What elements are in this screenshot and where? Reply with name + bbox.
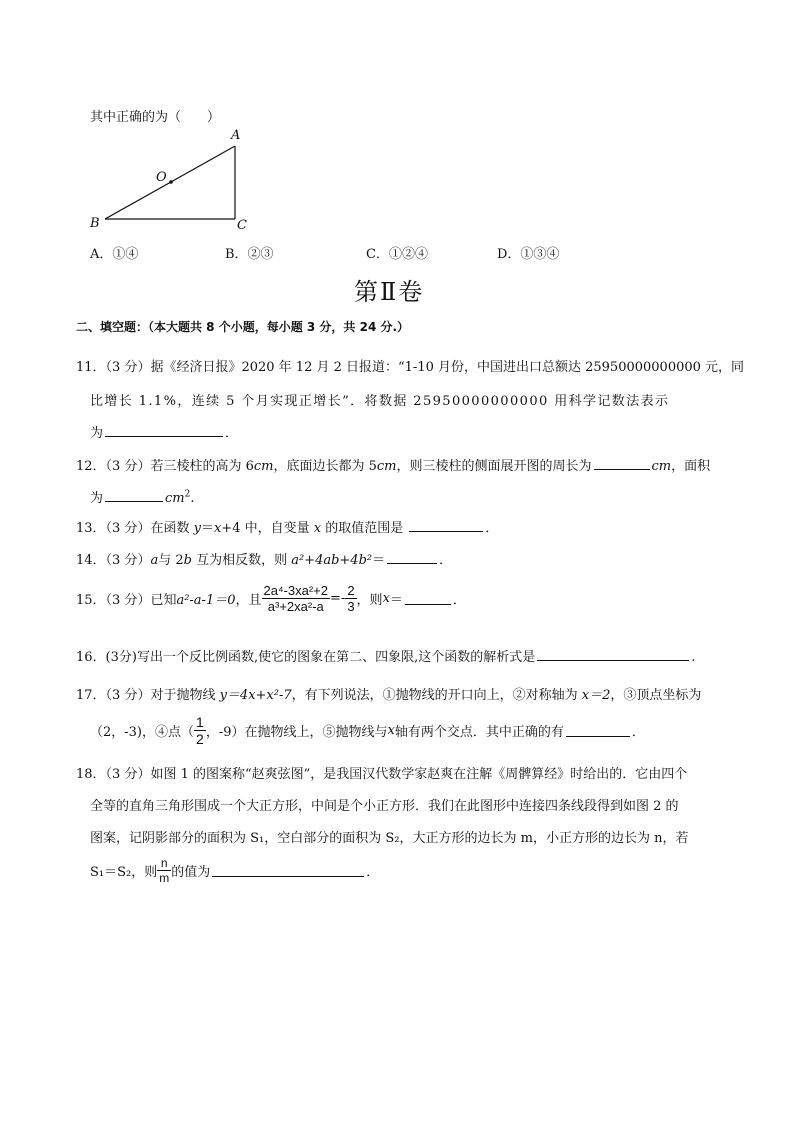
option-d[interactable]: D．①③④ (497, 247, 560, 262)
q14-eq: ＝ (372, 553, 386, 568)
section-title: 第Ⅱ卷 (354, 278, 425, 306)
q17-equation: y＝4x+x²-7 (219, 688, 292, 703)
q18-answer-blank[interactable] (212, 864, 364, 877)
q16 (76, 646, 695, 665)
q18-line4 (90, 856, 379, 885)
q13-plus4: +4 中，自变量 (221, 521, 314, 536)
q13-y: y (193, 521, 201, 536)
q13-x1: x (213, 521, 222, 536)
label-b: B (90, 216, 100, 231)
label-a: A (231, 128, 241, 143)
q12-area-blank[interactable] (105, 489, 163, 502)
q14-b: 与 2 (158, 553, 184, 568)
q13-a: 13．（3 分）在函数 (76, 521, 194, 536)
triangle-figure (85, 125, 255, 235)
q12-end: . (190, 491, 195, 506)
q17-fraction (194, 714, 206, 747)
q11-pre: 为 (90, 426, 104, 441)
q18-fraction (157, 856, 171, 885)
q12-unit-4: cm (165, 491, 185, 506)
q14-c: 互为相反数，则 (191, 553, 292, 568)
q17-d: ，③顶点坐标为 (610, 688, 702, 703)
q17-line2-c: 轴有两个交点．其中正确的有 (394, 725, 564, 740)
q11-end: ． (225, 426, 239, 441)
point-o (169, 180, 173, 184)
q12-perimeter-blank[interactable] (594, 457, 650, 470)
q17-fraction-num: 1 (196, 714, 204, 730)
q15-denominator: a³+2xa²-a (267, 599, 324, 614)
q14 (76, 549, 452, 568)
q18-line3: 图案，记阴影部分的面积为 S₁，空白部分的面积为 S₂，大正方形的边长为 m，小正方形的边长为 n，若 (90, 831, 689, 846)
q17-axis: x＝2 (581, 688, 611, 703)
q11-answer-blank[interactable] (105, 424, 223, 437)
q17-line2 (90, 714, 645, 747)
q18-line4-a: S₁＝S₂，则 (90, 865, 158, 880)
question-intro: 其中正确的为（ ） (90, 110, 221, 125)
q15-condition: a²-a-1＝0 (176, 593, 236, 608)
q13-b: 的取值范围是 (321, 521, 408, 536)
q18-fraction-den: m (159, 871, 170, 885)
q14-answer-blank[interactable] (387, 551, 437, 564)
q12-pre: 为 (90, 491, 104, 506)
q15-b: ，且 (235, 593, 262, 608)
q18-fraction-num: n (157, 856, 171, 871)
q13-eq: ＝ (200, 521, 214, 536)
q11-line3 (90, 422, 238, 441)
q17-line2-b: ，-9）在抛物线上，⑤抛物线与 (205, 725, 388, 740)
q11-line2: 比增长 1.1%，连续 5 个月实现正增长”．将数据 25950000000000 用科学记数法表示 (90, 394, 670, 409)
q12-unit-3: cm (651, 459, 672, 474)
q15-answer-blank[interactable] (405, 592, 451, 605)
q15-x: x (382, 591, 390, 606)
q11-line1: 11．（3 分）据《经济日报》2020 年 12 月 2 日报道：“1-10 月份，中国进出口总额达 25950000000000 元，同 (76, 360, 745, 375)
q12-unit-2: cm (376, 459, 397, 474)
q17-line2-a: （2，-3)，④点（ (90, 725, 195, 740)
q17-b: ，有下列说法，①抛物线的开口向上，②对称轴为 (291, 688, 582, 703)
q12-line2: 为 $cm^2$. (90, 489, 195, 506)
q12-d: ，面积 (671, 459, 711, 474)
q14-end: ． (439, 553, 453, 568)
q14-var-a: a (150, 553, 159, 568)
q15-eq: =- (330, 591, 346, 606)
section-heading: 二、填空题：（本大题共 8 个小题，每小题 3 分，共 24 分.） (76, 320, 410, 334)
q18-end: ． (366, 865, 380, 880)
q12-line1 (76, 455, 710, 474)
q16-answer-blank[interactable] (537, 648, 689, 661)
q12-unit-1: cm (253, 459, 274, 474)
q17-a: 17．（3 分）对于抛物线 (76, 688, 220, 703)
q17-x: x (387, 723, 395, 738)
label-c: C (237, 218, 247, 233)
q13-answer-blank[interactable] (409, 519, 483, 532)
q12-c: ，则三棱柱的侧面展开图的周长为 (396, 459, 592, 474)
option-a[interactable]: A．①④ (90, 247, 139, 262)
q18-line4-b: 的值为 (171, 865, 211, 880)
q15-value-fraction (345, 583, 356, 614)
q14-var-b: b (183, 553, 192, 568)
q13 (76, 517, 498, 536)
q17-end: ． (631, 725, 645, 740)
q18-line1: 18．（3 分）如图 1 的图案称“赵爽弦图”，是我国汉代数学家赵爽在注解《周髀算经》时给出的．它由四个 (76, 767, 688, 782)
q16-text: 16．(3分)写出一个反比例函数,使它的图象在第二、四象限,这个函数的解析式是 (76, 650, 536, 665)
q17-answer-blank[interactable] (566, 724, 630, 737)
q13-x2: x (313, 521, 322, 536)
q12-a: 12．（3 分）若三棱柱的高为 6 (76, 459, 254, 474)
q15 (76, 583, 466, 614)
q15-a: 15．（3 分）已知 (76, 593, 177, 608)
q17-line1 (76, 684, 701, 703)
option-c[interactable]: C．①②④ (366, 247, 428, 262)
q15-d: ＝ (389, 593, 403, 608)
q15-fraction (262, 583, 331, 614)
q14-expr: a²+4ab+4b² (291, 553, 373, 568)
q15-end: ． (452, 593, 466, 608)
q17-fraction-den: 2 (196, 731, 204, 747)
q13-end: ． (485, 521, 499, 536)
q15-numerator: 2a⁴-3xa²+2 (263, 583, 329, 598)
q16-end: . (691, 650, 696, 665)
q18-line2: 全等的直角三角形围成一个大正方形，中间是个小正方形．我们在此图形中连接四条线段得到如图 2 的 (90, 799, 679, 814)
q14-a: 14．（3 分） (76, 553, 151, 568)
q15-c: ，则 (356, 593, 383, 608)
option-b[interactable]: B．②③ (225, 247, 274, 262)
q15-value-num: 2 (347, 583, 355, 598)
q12-b: ，底面边长都为 5 (273, 459, 377, 474)
q15-value-den: 3 (347, 599, 355, 614)
label-o: O (156, 170, 167, 185)
